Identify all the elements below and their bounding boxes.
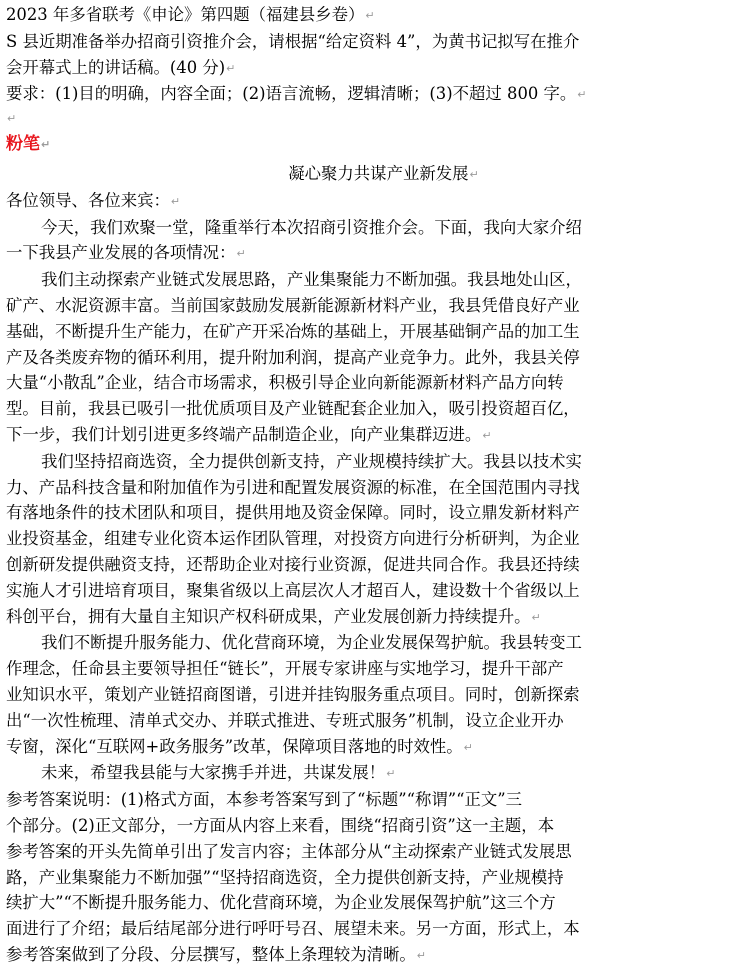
paragraph-mark-icon: ↵ [482,428,492,442]
paragraph-mark-icon: ↵ [41,138,51,152]
text-line: 产及各类废弃物的循环利用，提升附加利润，提高产业竞争力。此外，我县关停 [6,347,580,367]
paragraph-mark-icon: ↵ [577,88,587,102]
text-line: 基础，不断提升生产能力，在矿产开采冶炼的基础上，开展基础铜产品的加工生 [6,321,580,341]
speech [6,161,731,787]
text-line: 力、产品科技含量和附加值作为引进和配置发展资源的标准，在全国范围内寻找 [6,477,580,497]
text-line: 业知识水平，策划产业链招商图谱，引进并挂钩服务重点项目。同时，创新探索 [6,684,580,704]
text-line: 未来，希望我县能与大家携手并进，共谋发展！↵ [41,763,396,783]
text-line: 参考答案做到了分段、分层撰写，整体上条理较为清晰。↵ [6,944,426,964]
text-line: 出“一次性梳理、清单式交办、并联式推进、专班式服务”机制，设立企业开办 [6,710,564,730]
text-line: 科创平台，拥有大量自主知识产权科研成果，产业发展创新力持续提升。↵ [6,606,541,626]
speech-paragraph-closing [6,760,731,787]
text-line: 实施人才引进培育项目，聚集省级以上高层次人才超百人，建设数十个省级以上 [6,580,580,600]
paragraph-mark-icon: ↵ [170,194,181,208]
text-line: 今天，我们欢聚一堂，隆重举行本次招商引资推介会。下面，我向大家介绍 [41,217,582,237]
text-line: 面进行了介绍；最后结尾部分进行呼吁号召、展望未来。另一方面，形式上，本 [6,919,580,939]
speech-paragraph-industry-chain [6,267,731,449]
paragraph-mark-icon: ↵ [365,9,375,22]
text-line: 参考答案的开头先简单引出了发言内容；主体部分从“主动探索产业链式发展思 [6,841,572,861]
paragraph-mark-icon: ↵ [236,247,246,261]
text-line: 下一步，我们计划引进更多终端产品制造企业，向产业集群迈进。↵ [6,424,492,444]
text-line: 专窗，深化“互联网+政务服务”改革，保障项目落地的时效性。↵ [6,736,473,756]
text-line: 作理念，任命县主要领导担任“链长”，开展专家讲座与实地学习，提升干部产 [6,659,564,679]
text-line: 参考答案说明：(1)格式方面，本参考答案写到了“标题”“称谓”“正文”三 [6,790,523,810]
speech-title: 凝心聚力共谋产业新发展↵ [288,163,479,183]
text-line: 创新研发提供融资支持，还帮助企业对接行业资源，促进共同合作。我县还持续 [6,554,580,574]
text-line: 我们坚持招商选资，全力提供创新支持，产业规模持续扩大。我县以技术实 [41,451,582,471]
text-line: 有落地条件的技术团队和项目，提供用地及资金保障。同时，设立鼎发新材料产 [6,503,580,523]
text-line: 我们不断提升服务能力、优化营商环境，为企业发展保驾护航。我县转变工 [41,633,582,653]
brand-label: 粉笔↵ [6,134,51,155]
text-line: 业投资基金，组建专业化资本运作团队管理，对投资方向进行分析研判，为企业 [6,529,580,549]
speech-paragraph-service [6,630,731,760]
text-line: 型。目前，我县已吸引一批优质项目及产业链配套企业加入，吸引投资超百亿， [6,399,580,419]
speech-paragraph-investment [6,449,731,631]
paragraph-mark-icon: ↵ [226,61,236,75]
paragraph-mark-icon: ↵ [416,948,426,962]
question-prompt-line: 会开幕式上的讲话稿。(40 分)↵ [6,57,236,77]
paragraph-mark-icon: ↵ [469,167,479,181]
text-line: 路，产业集聚能力不断加强”“坚持招商选资，全力提供创新支持，产业规模持 [6,867,564,887]
question-requirements: 要求：(1)目的明确，内容全面；(2)语言流畅，逻辑清晰；(3)不超过 800 字。↵ [6,84,587,104]
text-line: 大量“小散乱”企业，结合市场需求，积极引导企业向新能源新材料产品方向转 [6,373,564,393]
text-line: 一下我县产业发展的各项情况：↵ [6,243,246,263]
text-line: 续扩大”“不断提升服务能力、优化营商环境，为企业发展保驾护航”这三个方 [6,893,556,913]
speech-paragraph-intro [6,215,731,268]
paragraph-mark-icon: ↵ [7,112,17,126]
question-prompt-line: S 县近期准备举办招商引资推介会，请根据“给定资料 4”，为黄书记拟写在推介 [6,31,580,51]
answer-explanation [6,787,731,969]
text-line: 个部分。(2)正文部分，一方面从内容上来看，围绕“招商引资”这一主题，本 [6,815,555,835]
question-block [6,2,731,128]
empty-paragraph [6,108,731,128]
speech-salutation: 各位领导、各位来宾：↵ [6,190,181,210]
question-heading: 2023 年多省联考《申论》第四题（福建县乡卷）↵ [6,5,375,24]
paragraph-mark-icon: ↵ [463,740,473,754]
text-line: 我们主动探索产业链式发展思路，产业集聚能力不断加强。我县地处山区， [41,270,582,290]
paragraph-mark-icon: ↵ [386,767,396,781]
paragraph-mark-icon: ↵ [531,610,541,624]
text-line: 矿产、水泥资源丰富。当前国家鼓励发展新能源新材料产业，我县凭借良好产业 [6,295,580,315]
